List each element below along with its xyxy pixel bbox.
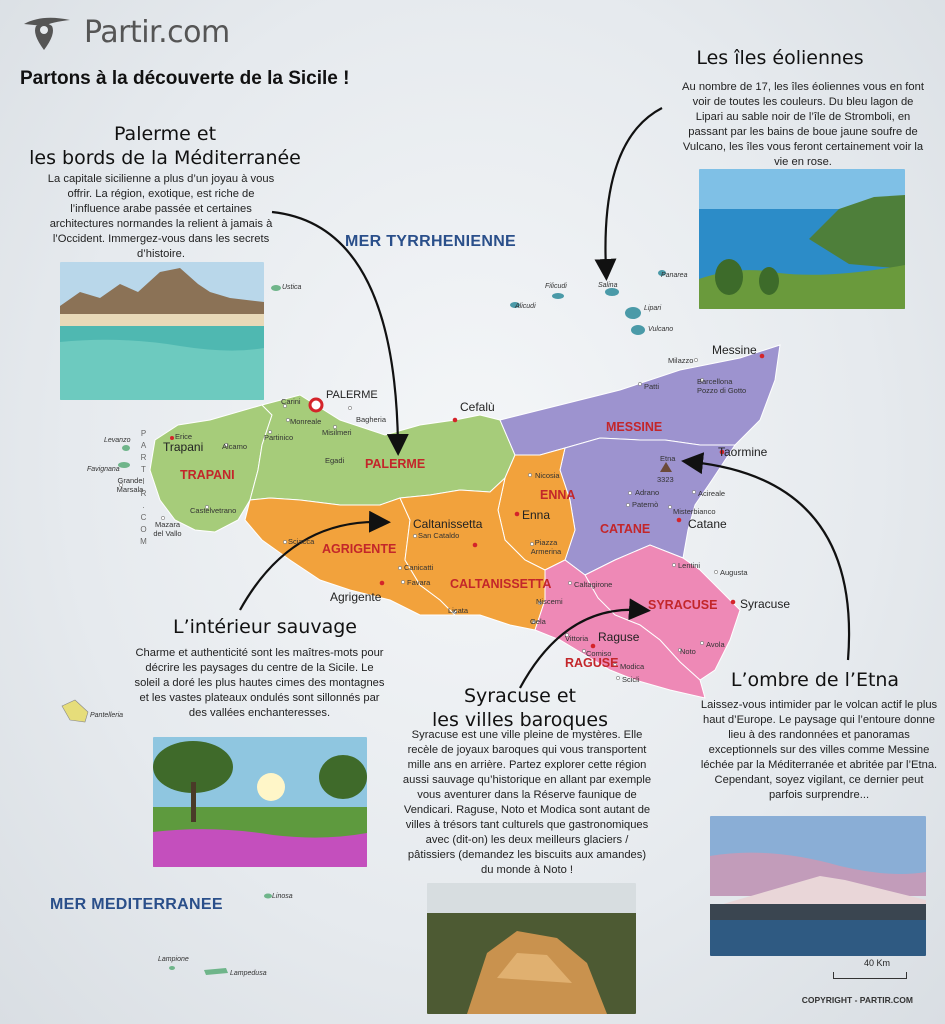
city-raguse: Raguse <box>598 630 640 644</box>
section-syracuse-text: Syracuse est une ville pleine de mystères. Elle recèle de joyaux baroques qui vous transportent mille ans en arrière. Partez explorer cette région aussi sauvage qu’historique en allant par exemple vous aventurer dans la Réserve faunique de Vendicari. Raguse, Noto et Modica sont autant de villes à trésors tant culturels que gastronomiques avec (dit-on) les deux meilleurs glaciers / pâtissiers (demandez les biscuits aux amandes) du monde à Noto ! <box>402 729 652 876</box>
province-label-syracuse: SYRACUSE <box>648 598 718 612</box>
town-sciacca: Sciacca <box>288 537 315 546</box>
province-label-agrigente: AGRIGENTE <box>322 542 397 556</box>
photo-syracuse-town <box>427 883 636 1014</box>
town-grande-marsala: Grande Marsala <box>116 476 144 494</box>
town-monreale: Monreale <box>290 417 322 426</box>
town-licata: Licata <box>448 606 469 615</box>
town-barcellona: Barcellona Pozzo di Gotto <box>697 377 747 395</box>
town-mazara: Mazara del Vallo <box>153 520 182 538</box>
town-patti: Patti <box>644 382 660 391</box>
town-piazza-armerina: Piazza Armerina <box>530 538 562 556</box>
town-milazzo: Milazzo <box>668 356 694 365</box>
island-alicudi: Alicudi <box>515 303 536 310</box>
island-linosa-shape <box>264 894 272 899</box>
town-etna-altitude: 3323 <box>657 475 674 484</box>
scale-bar <box>833 972 907 979</box>
town-partinico: Partinico <box>264 433 294 442</box>
town-bagheria: Bagheria <box>356 415 387 424</box>
photo-eoliennes-coast <box>699 169 905 309</box>
city-enna: Enna <box>522 508 551 522</box>
town-modica: Modica <box>620 662 645 671</box>
town-paterno: Paternò <box>632 500 659 509</box>
section-etna-title: L’ombre de l’Etna <box>730 669 900 691</box>
island-lipari-shape <box>625 307 641 319</box>
section-eoliennes-text: Au nombre de 17, les îles éoliennes vous en font voir de toutes les couleurs. Du bleu lagon de Lipari au sable noir de l’île de Stromboli, en passant par les bains de boue jaune soufre de Vulcano, les îles vous feront certainement voir la vie en rose. <box>682 81 924 168</box>
island-vulcano-shape <box>631 325 645 335</box>
town-misilmeri: Misilmeri <box>322 428 352 437</box>
city-caltanissetta: Caltanissetta <box>413 517 483 531</box>
island-lipari: Lipari <box>644 305 662 312</box>
island-filicudi: Filicudi <box>545 283 567 290</box>
photo-interieur-field <box>153 737 367 867</box>
town-vittoria: Vittoria <box>565 634 589 643</box>
province-label-palerme: PALERME <box>365 457 426 471</box>
island-lampione-shape <box>169 966 175 970</box>
town-misterbianco: Misterbianco <box>673 507 716 516</box>
province-label-messine: MESSINE <box>606 420 663 434</box>
town-egadi: Egadi <box>325 456 345 465</box>
section-palerme-title: Palerme et les bords de la Méditerranée <box>29 123 301 169</box>
town-acireale: Acireale <box>698 489 726 498</box>
sea-label-mediterranean: MER MEDITERRANEE <box>50 896 223 913</box>
town-favara: Favara <box>407 578 431 587</box>
island-favignana: Favignana <box>87 466 120 473</box>
city-catane: Catane <box>688 517 727 531</box>
city-agrigente: Agrigente <box>330 590 382 604</box>
scale-label: 40 Km <box>863 958 890 968</box>
logo-text: Partir.com <box>84 14 230 50</box>
province-label-trapani: TRAPANI <box>180 468 235 482</box>
town-scicli: Scicli <box>622 675 640 684</box>
island-pantelleria-shape <box>62 700 88 722</box>
island-vulcano: Vulcano <box>648 326 674 333</box>
section-palerme-text: La capitale sicilienne a plus d’un joyau à vous offrir. La région, exotique, est riche de l’influence arabe passée et certaines architectures normandes la relient à jamais à l’Occident. Immergez-vous dans les secrets d’histoire. <box>47 173 275 260</box>
sea-label-tyrrhenian: MER TYRRHENIENNE <box>345 233 517 250</box>
photo-etna <box>710 816 926 956</box>
town-comiso: Comiso <box>586 649 612 658</box>
photo-palerme-beach <box>60 262 264 400</box>
town-alcamo: Alcamo <box>222 442 248 451</box>
island-filicudi-shape <box>552 293 564 299</box>
town-niscemi: Niscemi <box>536 597 563 606</box>
town-erice: Erice <box>175 432 193 441</box>
town-carini: Carini <box>281 397 301 406</box>
section-eoliennes-title: Les îles éoliennes <box>696 47 864 69</box>
city-taormine: Taormine <box>718 445 768 459</box>
vertical-brand-text: P A R T I R . C O M <box>140 429 148 546</box>
city-syracuse: Syracuse <box>740 597 791 611</box>
island-lampedusa: Lampedusa <box>230 970 267 977</box>
town-san-cataldo: San Cataldo <box>418 531 460 540</box>
page-title: Partons à la découverte de la Sicile ! <box>20 68 350 89</box>
province-label-raguse: RAGUSE <box>565 656 619 670</box>
province-label-enna: ENNA <box>540 488 576 502</box>
section-etna-text: Laissez-vous intimider par le volcan actif le plus haut d’Europe. Le paysage qui l’entoure donne lieu à des randonnées et panoramas exceptionnels sur des villes comme Messine léchée par la Méditerranée et abritée par l’Etna. Cependant, soyez vigilant, ce dernier peut parfois surprendre... <box>700 699 938 801</box>
city-trapani: Trapani <box>163 440 204 454</box>
island-pantelleria: Pantelleria <box>90 712 124 719</box>
city-messine: Messine <box>712 343 757 357</box>
town-noto: Noto <box>680 647 696 656</box>
island-ustica-shape <box>271 285 281 291</box>
section-syracuse-title: Syracuse et les villes baroques <box>431 685 609 731</box>
island-linosa: Linosa <box>272 893 293 900</box>
island-levanzo-shape <box>122 445 130 451</box>
town-nicosia: Nicosia <box>535 471 560 480</box>
section-interieur-title: L’intérieur sauvage <box>173 616 357 638</box>
town-etna: Etna <box>660 454 676 463</box>
town-augusta: Augusta <box>720 568 748 577</box>
province-messine <box>500 345 780 455</box>
island-lampedusa-shape <box>204 968 228 975</box>
city-cefalu: Cefalù <box>460 400 495 414</box>
copyright: COPYRIGHT - PARTIR.COM <box>801 995 913 1005</box>
city-palerme: PALERME <box>326 389 378 401</box>
island-panarea: Panarea <box>661 272 688 279</box>
town-castelvetrano: Castelvetrano <box>190 506 237 515</box>
town-adrano: Adrano <box>635 488 660 497</box>
arrow-eoliennes <box>605 108 662 270</box>
town-canicatti: Canicatti <box>404 563 434 572</box>
town-avola: Avola <box>706 640 725 649</box>
island-salina-shape <box>605 288 619 296</box>
town-lentini: Lentini <box>678 561 701 570</box>
island-ustica: Ustica <box>282 284 302 291</box>
island-salina: Salina <box>598 282 618 289</box>
palerme-marker <box>310 399 322 411</box>
town-gela: Gela <box>530 617 546 626</box>
island-lampione: Lampione <box>158 956 189 963</box>
town-caltagirone: Caltagirone <box>574 580 613 589</box>
section-interieur-text: Charme et authenticité sont les maîtres-mots pour décrire les paysages du centre de la Sicile. Le soleil a doré les plus hautes cimes des montagnes et les vastes plateaux ondulés sont sillonnés par des vallées enchanteresses. <box>134 647 385 719</box>
island-levanzo: Levanzo <box>104 437 131 444</box>
province-label-caltanissetta: CALTANISSETTA <box>450 577 552 591</box>
province-label-catane: CATANE <box>600 522 651 536</box>
